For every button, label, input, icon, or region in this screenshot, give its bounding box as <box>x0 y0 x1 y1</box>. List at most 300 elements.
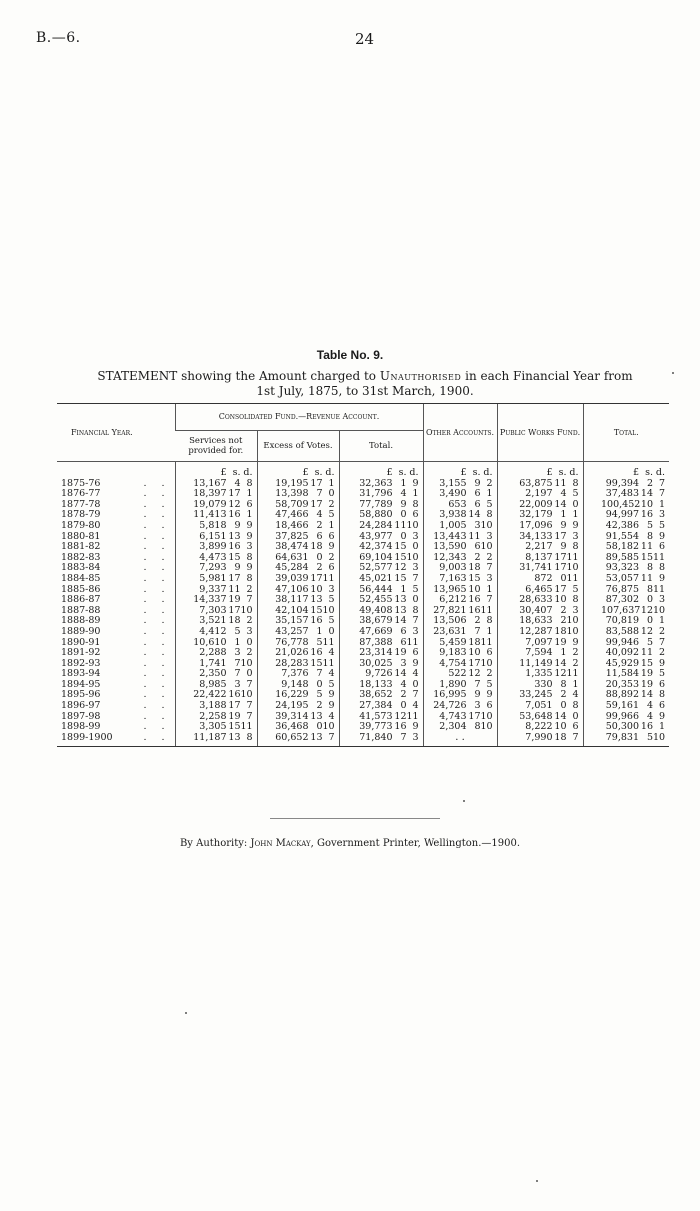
public-works-cell-shillings: 1 <box>560 509 567 521</box>
consolidated-total-cell-shillings: 7 <box>400 731 407 743</box>
consolidated-total-cell-pounds: 56,444 <box>359 583 393 595</box>
other-accounts-cell-shillings: 6 <box>474 488 481 500</box>
consolidated-total-cell-pence: 1 <box>412 488 419 500</box>
grand-total-cell-pence: 10 <box>653 731 666 743</box>
excess-cell-pounds: 9,148 <box>281 678 309 690</box>
consolidated-total-cell-pounds: 87,388 <box>359 636 393 648</box>
leader-dots: . . <box>143 678 171 690</box>
services-cell-shillings: 9 <box>234 562 241 574</box>
services-cell-pounds: 4,412 <box>199 625 227 637</box>
grand-total-cell-shillings: 14 <box>640 689 653 701</box>
header-excess-of-votes: Excess of Votes. <box>257 431 339 462</box>
consolidated-total-cell-pence: 0 <box>412 541 419 553</box>
leader-dots: . . <box>143 594 171 606</box>
unit-label: d. <box>655 467 665 478</box>
excess-cell-pounds: 47,106 <box>275 583 309 595</box>
excess-cell-pounds: 13,398 <box>275 488 309 500</box>
unit-label: s. <box>398 467 407 478</box>
grand-total-cell-shillings: 2 <box>646 477 653 489</box>
services-cell-shillings: 16 <box>228 509 241 521</box>
consolidated-total-cell-pence: 8 <box>412 604 419 616</box>
excess-cell <box>257 521 339 532</box>
public-works-cell-shillings: 17 <box>554 583 567 595</box>
imprint-tail: Government Printer, Wellington.—1900. <box>316 838 521 849</box>
other-accounts-cell-shillings: 18 <box>468 636 481 648</box>
public-works-cell-pounds: 330 <box>534 678 553 690</box>
grand-total-cell-pounds: 87,302 <box>605 594 639 606</box>
public-works-cell-pence: 7 <box>572 731 579 743</box>
grand-total-cell-shillings: 5 <box>646 519 653 531</box>
services-cell <box>175 733 257 747</box>
excess-cell-pence: 9 <box>328 700 335 712</box>
financial-year: 1875-76 <box>61 477 101 489</box>
consolidated-total-cell-pence: 6 <box>412 509 419 521</box>
excess-cell-pence: 11 <box>322 572 335 584</box>
grand-total-cell-pounds: 42,386 <box>605 519 639 531</box>
grand-total-cell-shillings: 15 <box>640 657 653 669</box>
excess-cell-pence: 5 <box>328 509 335 521</box>
consolidated-total-cell-shillings: 13 <box>394 594 407 606</box>
other-accounts-cell-pounds: 13,506 <box>433 615 467 627</box>
services-cell-pence: 3 <box>246 625 253 637</box>
other-accounts-cell-shillings: 7 <box>474 678 481 690</box>
grand-total-cell-pounds: 53,057 <box>605 572 639 584</box>
unit-labels <box>257 462 339 479</box>
consolidated-total-cell-pounds: 52,455 <box>359 594 393 606</box>
public-works-cell-shillings: 19 <box>554 636 567 648</box>
other-accounts-cell-pence: 6 <box>486 700 493 712</box>
grand-total-cell-shillings: 11 <box>640 572 653 584</box>
grand-total-cell <box>583 574 669 585</box>
excess-cell-pounds: 58,709 <box>275 498 309 510</box>
financial-year: 1895-96 <box>61 689 101 701</box>
services-cell-shillings: 4 <box>234 477 241 489</box>
grand-total-cell-pounds: 89,585 <box>605 551 639 563</box>
services-cell-pounds: 11,413 <box>193 509 227 521</box>
other-accounts-cell-pence: 11 <box>480 636 493 648</box>
other-accounts-cell <box>423 733 497 747</box>
grand-total-cell-shillings: 4 <box>646 710 653 722</box>
public-works-cell-pounds: 30,407 <box>519 604 553 616</box>
grand-total-cell-shillings: 19 <box>640 668 653 680</box>
financial-year: 1886-87 <box>61 594 101 606</box>
consolidated-total-cell-pence: 3 <box>412 530 419 542</box>
services-cell-pence: 1 <box>246 488 253 500</box>
other-accounts-cell-shillings: 10 <box>468 583 481 595</box>
excess-cell-shillings: 13 <box>310 594 323 606</box>
grand-total-cell-pounds: 40,092 <box>605 647 639 659</box>
public-works-cell-shillings: 18 <box>554 731 567 743</box>
public-works-cell-pence: 8 <box>572 594 579 606</box>
consolidated-total-cell-pence: 7 <box>412 572 419 584</box>
services-cell-pounds: 2,350 <box>199 668 227 680</box>
services-cell-pounds: 3,188 <box>199 700 227 712</box>
other-accounts-cell-pounds: 5,459 <box>439 636 467 648</box>
public-works-cell-pounds: 63,875 <box>519 477 553 489</box>
consolidated-total-cell-pence: 4 <box>412 668 419 680</box>
leader-dots: . . <box>143 636 171 648</box>
excess-cell-shillings: 0 <box>316 721 323 733</box>
financial-year: 1885-86 <box>61 583 101 595</box>
leader-dots: . . <box>143 477 171 489</box>
consolidated-total-cell-pounds: 9,726 <box>365 668 393 680</box>
other-accounts-cell-pounds: 9,003 <box>439 562 467 574</box>
grand-total-cell-pence: 3 <box>658 594 665 606</box>
other-accounts-cell-pounds: 23,631 <box>433 625 467 637</box>
leader-dots: . . <box>143 710 171 722</box>
consolidated-total-cell-pounds: 24,284 <box>359 519 393 531</box>
statement-date-range: 1st July, 1875, to 31st March, 1900. <box>256 384 474 398</box>
public-works-cell-pounds: 7,097 <box>525 636 553 648</box>
unit-label: d. <box>243 467 253 478</box>
financial-year: 1881-82 <box>61 541 101 553</box>
consolidated-total-cell-pounds: 71,840 <box>359 731 393 743</box>
services-cell-pence: 0 <box>246 668 253 680</box>
other-accounts-cell-shillings: 17 <box>468 710 481 722</box>
public-works-cell-pence: 4 <box>572 689 579 701</box>
grand-total-cell-pence: 7 <box>658 488 665 500</box>
other-accounts-cell-pence: 10 <box>480 710 493 722</box>
header-other-accounts: Other Accounts. <box>423 404 497 462</box>
public-works-cell-pounds: 31,741 <box>519 562 553 574</box>
excess-cell-shillings: 6 <box>316 530 323 542</box>
public-works-cell-shillings: 8 <box>560 678 567 690</box>
consolidated-total-cell-pounds: 39,773 <box>359 721 393 733</box>
excess-cell <box>257 574 339 585</box>
consolidated-total-cell-shillings: 13 <box>394 604 407 616</box>
leader-dots: . . <box>143 519 171 531</box>
grand-total-cell-pounds: 93,323 <box>605 562 639 574</box>
excess-cell-shillings: 2 <box>316 562 323 574</box>
grand-total-cell-pence: 9 <box>658 530 665 542</box>
consolidated-total-cell-pounds: 31,796 <box>359 488 393 500</box>
grand-total-cell-pounds: 99,966 <box>605 710 639 722</box>
financial-year: 1899-1900 <box>61 731 113 743</box>
services-cell-shillings: 17 <box>228 604 241 616</box>
other-accounts-cell-shillings: 2 <box>474 551 481 563</box>
excess-cell-pence: 4 <box>328 668 335 680</box>
consolidated-total-cell-pence: 7 <box>412 615 419 627</box>
consolidated-total-cell-shillings: 1 <box>400 477 407 489</box>
other-accounts-cell-pence: 3 <box>486 530 493 542</box>
services-cell-pounds: 5,818 <box>199 519 227 531</box>
public-works-cell-shillings: 14 <box>554 498 567 510</box>
leader-dots: . . <box>143 551 171 563</box>
public-works-cell-shillings: 2 <box>560 689 567 701</box>
consolidated-total-cell-shillings: 12 <box>394 710 407 722</box>
consolidated-total-cell-pounds: 18,133 <box>359 678 393 690</box>
public-works-cell-pence: 8 <box>572 541 579 553</box>
grand-total-cell-shillings: 11 <box>640 647 653 659</box>
grand-total-cell-pounds: 11,584 <box>605 668 639 680</box>
header-public-works-fund: Public Works Fund. <box>497 404 583 462</box>
excess-cell-pence: 1 <box>328 477 335 489</box>
consolidated-total-cell-pence: 0 <box>412 678 419 690</box>
public-works-cell-pence: 3 <box>572 604 579 616</box>
unit-label: d. <box>325 467 335 478</box>
other-accounts-cell-pounds: 2,304 <box>439 721 467 733</box>
consolidated-total-cell <box>339 574 423 585</box>
consolidated-total-cell-pence: 10 <box>406 551 419 563</box>
excess-cell-pounds: 28,283 <box>275 657 309 669</box>
leader-dots: . . <box>143 721 171 733</box>
financial-year: 1883-84 <box>61 562 101 574</box>
other-accounts-cell-pounds: 12,343 <box>433 551 467 563</box>
public-works-cell-shillings: 2 <box>560 615 567 627</box>
services-cell-pounds: 4,473 <box>199 551 227 563</box>
grand-total-cell-pounds: 45,929 <box>605 657 639 669</box>
leader-dots: . . <box>143 647 171 659</box>
services-cell-pounds: 3,521 <box>199 615 227 627</box>
other-accounts-cell-shillings: 9 <box>474 689 481 701</box>
consolidated-total-cell-pence: 11 <box>406 710 419 722</box>
other-accounts-cell-pounds: 13,443 <box>433 530 467 542</box>
other-accounts-cell-pence: 10 <box>480 541 493 553</box>
excess-cell-pounds: 18,466 <box>275 519 309 531</box>
consolidated-total-cell-pounds: 69,104 <box>359 551 393 563</box>
consolidated-total-cell-pounds: 43,977 <box>359 530 393 542</box>
grand-total-cell-pence: 6 <box>658 700 665 712</box>
table-statement <box>60 369 670 399</box>
consolidated-total-cell-pounds: 58,880 <box>359 509 393 521</box>
services-cell-pence: 7 <box>246 594 253 606</box>
printer-imprint <box>0 838 700 849</box>
unit-label: £ <box>632 467 639 478</box>
excess-cell-pounds: 45,284 <box>275 562 309 574</box>
other-accounts-cell-pounds: 27,821 <box>433 604 467 616</box>
excess-cell-pence: 6 <box>328 530 335 542</box>
page-number: 24 <box>355 30 375 48</box>
units-row <box>57 462 669 479</box>
services-cell-pence: 8 <box>246 572 253 584</box>
unit-label: s. <box>232 467 241 478</box>
excess-cell-pence: 2 <box>328 498 335 510</box>
public-works-cell-shillings: 12 <box>554 668 567 680</box>
consolidated-total-cell-shillings: 3 <box>400 657 407 669</box>
grand-total-cell-shillings: 14 <box>640 488 653 500</box>
grand-total-cell-shillings: 11 <box>640 541 653 553</box>
header-grand-total: Total. <box>583 404 669 462</box>
services-cell-pence: 9 <box>246 530 253 542</box>
services-cell-shillings: 16 <box>228 689 241 701</box>
grand-total-cell-shillings: 5 <box>646 731 653 743</box>
public-works-cell-shillings: 18 <box>554 625 567 637</box>
public-works-cell-pounds: 872 <box>534 572 553 584</box>
excess-cell-pounds: 39,314 <box>275 710 309 722</box>
grand-total-cell-shillings: 8 <box>646 583 653 595</box>
consolidated-total-cell-pounds: 32,363 <box>359 477 393 489</box>
public-works-cell-shillings: 0 <box>560 700 567 712</box>
services-cell-pence: 3 <box>246 541 253 553</box>
services-cell-shillings: 3 <box>234 647 241 659</box>
public-works-cell-pounds: 32,179 <box>519 509 553 521</box>
services-cell-shillings: 12 <box>228 498 241 510</box>
consolidated-total-cell-pence: 3 <box>412 562 419 574</box>
public-works-cell-pounds: 8,137 <box>525 551 553 563</box>
services-cell-pence: 7 <box>246 700 253 712</box>
excess-cell-pounds: 7,376 <box>281 668 309 680</box>
other-accounts-cell-pence: 9 <box>486 689 493 701</box>
unit-label: s. <box>645 467 653 478</box>
unit-label: d. <box>409 467 419 478</box>
grand-total-cell-pounds: 76,875 <box>605 583 639 595</box>
services-cell-shillings: 19 <box>228 710 241 722</box>
services-cell-pounds: 19,079 <box>193 498 227 510</box>
services-cell-shillings: 1 <box>234 636 241 648</box>
grand-total-cell-pence: 1 <box>658 498 665 510</box>
services-cell <box>175 627 257 638</box>
grand-total-cell-pounds: 99,946 <box>605 636 639 648</box>
other-accounts-cell-pounds: 1,005 <box>439 519 467 531</box>
excess-cell-shillings: 7 <box>316 668 323 680</box>
financial-year: 1887-88 <box>61 604 101 616</box>
consolidated-total-cell-pence: 9 <box>412 721 419 733</box>
consolidated-total-cell-pounds: 38,679 <box>359 615 393 627</box>
financial-year: 1877-78 <box>61 498 101 510</box>
other-accounts-cell-pounds: 13,590 <box>433 541 467 553</box>
leader-dots: . . <box>143 657 171 669</box>
table-body <box>57 462 669 747</box>
other-accounts-cell-pence: 2 <box>486 477 493 489</box>
services-cell-shillings: 19 <box>228 594 241 606</box>
public-works-cell-shillings: 2 <box>560 604 567 616</box>
grand-total-cell-pence: 6 <box>658 678 665 690</box>
excess-cell-pence: 4 <box>328 710 335 722</box>
other-accounts-cell-shillings: 3 <box>474 700 481 712</box>
consolidated-total-cell-shillings: 11 <box>394 519 407 531</box>
consolidated-total-cell <box>339 627 423 638</box>
public-works-cell <box>497 627 583 638</box>
grand-total-cell-pounds: 37,483 <box>605 488 639 500</box>
grand-total-cell-shillings: 16 <box>640 721 653 733</box>
financial-year: 1893-94 <box>61 668 101 680</box>
consolidated-total-cell-pounds: 23,314 <box>359 647 393 659</box>
excess-cell <box>257 627 339 638</box>
excess-cell-pounds: 38,474 <box>275 541 309 553</box>
other-accounts-cell-pence: 10 <box>480 657 493 669</box>
public-works-cell-shillings: 17 <box>554 562 567 574</box>
print-speck <box>185 1012 187 1014</box>
other-accounts-cell-pounds: 3,155 <box>439 477 467 489</box>
services-cell-pence: 10 <box>240 604 253 616</box>
grand-total-cell-shillings: 16 <box>640 509 653 521</box>
grand-total-cell-shillings: 8 <box>646 530 653 542</box>
other-accounts-cell-pounds: 3,490 <box>439 488 467 500</box>
other-accounts-cell-pounds: 653 <box>448 498 467 510</box>
other-accounts-cell-pence: 1 <box>486 583 493 595</box>
services-cell-shillings: 16 <box>228 541 241 553</box>
public-works-cell-pence: 11 <box>566 572 579 584</box>
services-cell-pence: 2 <box>246 583 253 595</box>
grand-total-cell-pounds: 94,997 <box>605 509 639 521</box>
other-accounts-cell-shillings: 14 <box>468 509 481 521</box>
other-accounts-cell-pounds: 7,163 <box>439 572 467 584</box>
public-works-cell-pounds: 11,149 <box>519 657 553 669</box>
public-works-cell-pence: 11 <box>566 668 579 680</box>
leader-dots: . . <box>143 509 171 521</box>
consolidated-total-cell-pounds: 41,573 <box>359 710 393 722</box>
consolidated-total-cell-pence: 9 <box>412 657 419 669</box>
grand-total-cell-pence: 8 <box>658 562 665 574</box>
public-works-cell-pence: 10 <box>566 615 579 627</box>
excess-cell-pence: 0 <box>328 625 335 637</box>
excess-cell-pence: 11 <box>322 636 335 648</box>
excess-cell-pounds: 39,039 <box>275 572 309 584</box>
services-cell-shillings: 11 <box>228 583 241 595</box>
consolidated-total-cell-pence: 7 <box>412 689 419 701</box>
grand-total-cell-pence: 9 <box>658 572 665 584</box>
financial-year: 1878-79 <box>61 509 101 521</box>
excess-cell-pounds: 64,631 <box>275 551 309 563</box>
grand-total-cell-pence: 9 <box>658 657 665 669</box>
public-works-cell-pence: 5 <box>572 488 579 500</box>
consolidated-total-cell-pounds: 45,021 <box>359 572 393 584</box>
public-works-cell-pounds: 8,222 <box>525 721 553 733</box>
leader-dots: . . <box>143 572 171 584</box>
leader-dots: . . <box>143 615 171 627</box>
public-works-cell-shillings: 9 <box>560 541 567 553</box>
excess-cell-shillings: 18 <box>310 541 323 553</box>
excess-cell-pounds: 35,157 <box>275 615 309 627</box>
other-accounts-cell-pounds: 6,212 <box>439 594 467 606</box>
excess-cell-pounds: 38,117 <box>275 594 309 606</box>
services-cell-pence: 7 <box>246 678 253 690</box>
public-works-cell-shillings: 17 <box>554 551 567 563</box>
excess-cell-pounds: 76,778 <box>275 636 309 648</box>
services-cell-shillings: 18 <box>228 615 241 627</box>
services-cell-pounds: 7,303 <box>199 604 227 616</box>
statement-lead: STATEMENT showing the Amount charged to <box>97 369 377 383</box>
excess-cell-pence: 6 <box>328 562 335 574</box>
unit-label: £ <box>546 467 553 478</box>
services-cell-pounds: 2,258 <box>199 710 227 722</box>
leader-dots: . . <box>143 604 171 616</box>
public-works-cell-pounds: 2,217 <box>525 541 553 553</box>
units-row-blank <box>57 462 175 479</box>
excess-cell-pence: 4 <box>328 647 335 659</box>
consolidated-total-cell-pounds: 38,652 <box>359 689 393 701</box>
public-works-cell-pounds: 17,096 <box>519 519 553 531</box>
services-cell-shillings: 13 <box>228 530 241 542</box>
public-works-cell-pence: 3 <box>572 530 579 542</box>
public-works-cell-pence: 0 <box>572 710 579 722</box>
financial-year: 1898-99 <box>61 721 101 733</box>
consolidated-total-cell <box>339 521 423 532</box>
grand-total-cell-pence: 1 <box>658 615 665 627</box>
services-cell-pounds: 22,422 <box>193 689 227 701</box>
consolidated-total-cell-pence: 3 <box>412 731 419 743</box>
excess-cell-pence: 11 <box>322 657 335 669</box>
excess-cell-pence: 9 <box>328 689 335 701</box>
leader-dots: . . <box>143 541 171 553</box>
grand-total-cell-shillings: 4 <box>646 700 653 712</box>
financial-year-cell <box>57 733 175 747</box>
public-works-cell-shillings: 14 <box>554 657 567 669</box>
leader-dots: . . <box>143 700 171 712</box>
unit-labels <box>175 462 257 479</box>
excess-cell-pounds: 47,466 <box>275 509 309 521</box>
other-accounts-cell-shillings: 16 <box>468 594 481 606</box>
other-accounts-cell-pounds: 4,743 <box>439 710 467 722</box>
excess-cell-shillings: 13 <box>310 731 323 743</box>
unit-labels <box>339 462 423 479</box>
header-services-not-provided: Services not provided for. <box>175 431 257 462</box>
public-works-cell-pounds: 12,287 <box>519 625 553 637</box>
grand-total-cell-pounds: 107,637 <box>601 604 641 616</box>
services-cell-shillings: 5 <box>234 625 241 637</box>
excess-cell-shillings: 5 <box>316 689 323 701</box>
other-accounts-cell-pence: 1 <box>486 625 493 637</box>
